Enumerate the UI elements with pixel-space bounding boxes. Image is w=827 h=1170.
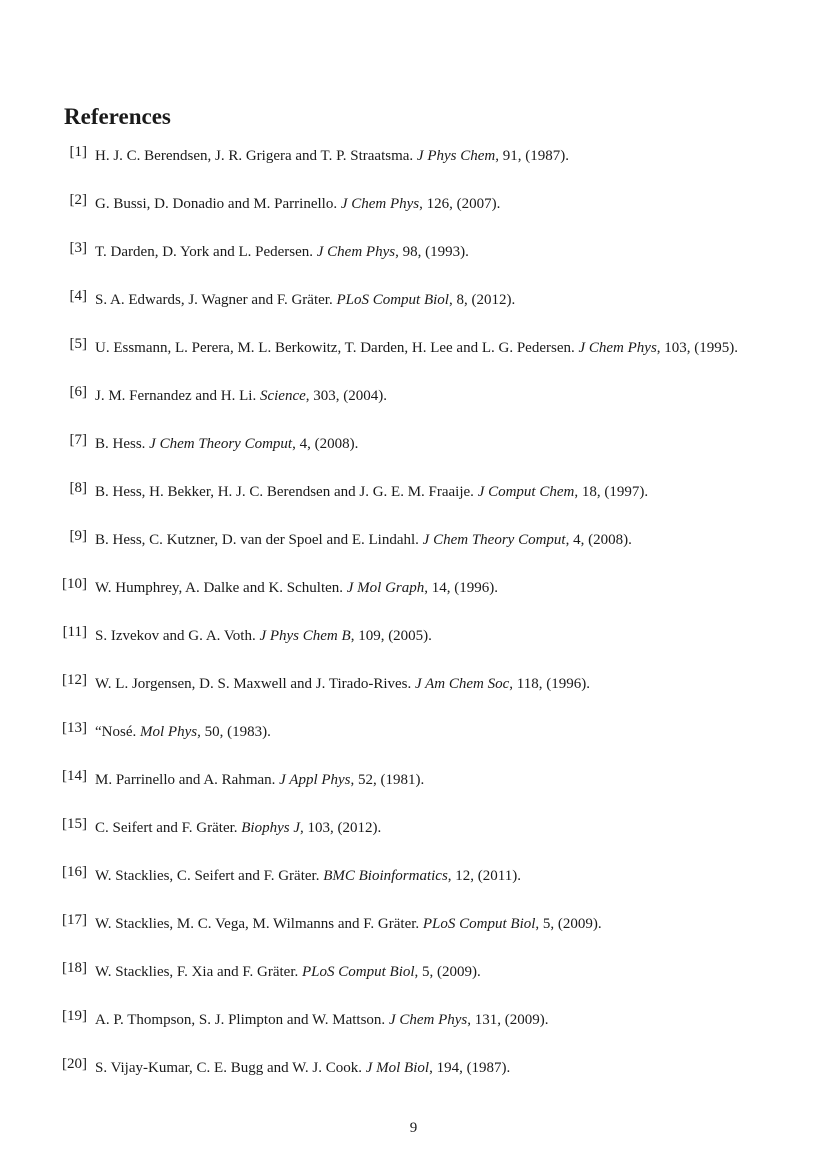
reference-text	[95, 717, 770, 747]
reference-text	[95, 669, 770, 699]
reference-journal: PLoS Comput Biol	[302, 964, 415, 980]
reference-authors: “Nosé.	[95, 724, 137, 740]
reference-text	[95, 525, 770, 555]
reference-authors: U. Essmann, L. Perera, M. L. Berkowitz, T. Darden, H. Lee and L. G. Pedersen.	[95, 340, 575, 356]
reference-authors: B. Hess.	[95, 436, 146, 452]
reference-details: , 50, (1983).	[197, 724, 271, 740]
reference-number: [5]	[69, 336, 87, 352]
reference-authors: W. Stacklies, C. Seifert and F. Gräter.	[95, 868, 320, 884]
reference-item	[0, 525, 827, 555]
reference-journal: J Chem Phys	[388, 1012, 468, 1028]
reference-number: [10]	[62, 576, 87, 592]
reference-text	[95, 141, 770, 171]
reference-text	[95, 381, 770, 411]
reference-text	[95, 237, 770, 267]
reference-item	[0, 333, 827, 363]
reference-details: , 4, (2008).	[292, 436, 359, 452]
reference-journal: J Chem Phys	[578, 340, 657, 356]
reference-authors: T. Darden, D. York and L. Pedersen.	[95, 244, 314, 260]
reference-journal: J Chem Phys	[316, 244, 396, 260]
reference-details: , 118, (1996).	[509, 676, 590, 692]
reference-number: [2]	[69, 192, 87, 208]
reference-details: , 103, (1995).	[656, 340, 739, 356]
reference-text	[95, 1053, 770, 1083]
reference-journal: J Am Chem Soc	[415, 676, 510, 692]
reference-number: [13]	[62, 720, 87, 736]
reference-authors: J. M. Fernandez and H. Li.	[95, 388, 257, 404]
reference-item	[0, 765, 827, 795]
reference-authors: W. Stacklies, F. Xia and F. Gräter.	[95, 964, 299, 980]
reference-number: [8]	[69, 480, 87, 496]
reference-item	[0, 1005, 827, 1035]
reference-journal: J Chem Theory Comput	[149, 436, 293, 452]
reference-item	[0, 285, 827, 315]
reference-text	[95, 909, 770, 939]
reference-authors: S. A. Edwards, J. Wagner and F. Gräter.	[95, 292, 333, 308]
reference-journal: J Chem Theory Comput	[422, 532, 566, 548]
reference-item	[0, 813, 827, 843]
references-heading: References	[64, 104, 171, 129]
reference-item	[0, 717, 827, 747]
reference-text	[95, 765, 770, 795]
reference-number: [16]	[62, 864, 87, 880]
reference-journal: J Phys Chem	[416, 148, 496, 164]
reference-item	[0, 237, 827, 267]
reference-text	[95, 285, 770, 315]
reference-details: , 194, (1987).	[429, 1060, 511, 1076]
reference-details: , 303, (2004).	[305, 388, 388, 404]
reference-number: [12]	[62, 672, 87, 688]
reference-authors: W. Humphrey, A. Dalke and K. Schulten.	[95, 580, 344, 596]
reference-details: , 8, (2012).	[448, 292, 516, 308]
reference-details: , 18, (1997).	[574, 484, 649, 500]
reference-text	[95, 477, 770, 507]
reference-authors: W. Stacklies, M. C. Vega, M. Wilmanns and F. Gräter.	[95, 916, 420, 932]
reference-number: [1]	[69, 144, 87, 160]
reference-item	[0, 621, 827, 651]
reference-item	[0, 573, 827, 603]
reference-number: [20]	[62, 1056, 87, 1072]
reference-journal: J Chem Phys	[340, 196, 420, 212]
reference-number: [6]	[69, 384, 87, 400]
reference-authors: M. Parrinello and A. Rahman.	[95, 772, 276, 788]
reference-details: , 126, (2007).	[419, 196, 501, 212]
reference-journal: J Mol Biol	[365, 1060, 430, 1076]
reference-item	[0, 477, 827, 507]
reference-details: , 14, (1996).	[424, 580, 499, 596]
reference-authors: H. J. C. Berendsen, J. R. Grigera and T. P. Straatsma.	[95, 148, 414, 164]
reference-details: , 91, (1987).	[495, 148, 569, 164]
reference-authors: S. Izvekov and G. A. Voth.	[95, 628, 256, 644]
reference-details: , 12, (2011).	[447, 868, 521, 884]
reference-item	[0, 141, 827, 171]
reference-number: [11]	[62, 624, 87, 640]
reference-journal: BMC Bioinformatics	[323, 868, 448, 884]
reference-details: , 103, (2012).	[300, 820, 382, 836]
reference-item	[0, 381, 827, 411]
reference-journal: J Appl Phys	[279, 772, 351, 788]
reference-authors: B. Hess, H. Bekker, H. J. C. Berendsen and J. G. E. M. Fraaije.	[95, 484, 474, 500]
reference-text	[95, 573, 770, 603]
reference-text	[95, 621, 770, 651]
reference-item	[0, 861, 827, 891]
reference-number: [15]	[62, 816, 87, 832]
reference-authors: A. P. Thompson, S. J. Plimpton and W. Mattson.	[95, 1012, 386, 1028]
reference-item	[0, 909, 827, 939]
reference-number: [3]	[69, 240, 87, 256]
reference-details: , 109, (2005).	[350, 628, 432, 644]
reference-journal: J Phys Chem B	[259, 628, 351, 644]
reference-number: [9]	[69, 528, 87, 544]
reference-details: , 5, (2009).	[535, 916, 602, 932]
reference-details: , 98, (1993).	[395, 244, 469, 260]
reference-authors: S. Vijay-Kumar, C. E. Bugg and W. J. Cook.	[95, 1060, 362, 1076]
reference-authors: C. Seifert and F. Gräter.	[95, 820, 238, 836]
reference-details: , 131, (2009).	[467, 1012, 549, 1028]
reference-journal: J Mol Graph	[346, 580, 425, 596]
reference-journal: PLoS Comput Biol	[336, 292, 449, 308]
reference-item	[0, 429, 827, 459]
reference-authors: W. L. Jorgensen, D. S. Maxwell and J. Tirado-Rives.	[95, 676, 412, 692]
reference-journal: Biophys J	[241, 820, 300, 836]
reference-journal: Mol Phys	[140, 724, 198, 740]
reference-text	[95, 429, 770, 459]
reference-details: , 5, (2009).	[414, 964, 481, 980]
reference-text	[95, 1005, 770, 1035]
reference-details: , 4, (2008).	[565, 532, 632, 548]
reference-item	[0, 669, 827, 699]
reference-number: [18]	[62, 960, 87, 976]
reference-text	[95, 861, 770, 891]
reference-number: [4]	[69, 288, 87, 304]
reference-journal: J Comput Chem	[477, 484, 575, 500]
reference-details: , 52, (1981).	[350, 772, 425, 788]
reference-authors: B. Hess, C. Kutzner, D. van der Spoel and E. Lindahl.	[95, 532, 419, 548]
reference-journal: PLoS Comput Biol	[422, 916, 536, 932]
reference-item	[0, 957, 827, 987]
reference-authors: G. Bussi, D. Donadio and M. Parrinello.	[95, 196, 338, 212]
reference-text	[95, 813, 770, 843]
reference-number: [14]	[62, 768, 87, 784]
reference-number: [7]	[69, 432, 87, 448]
reference-text	[95, 333, 770, 363]
reference-item	[0, 1053, 827, 1083]
reference-item	[0, 189, 827, 219]
reference-number: [19]	[62, 1008, 87, 1024]
page-number: 9	[409, 1120, 418, 1136]
reference-journal: Science	[259, 388, 306, 404]
reference-text	[95, 957, 770, 987]
reference-text	[95, 189, 770, 219]
reference-number: [17]	[62, 912, 87, 928]
reference-list	[0, 145, 827, 1105]
